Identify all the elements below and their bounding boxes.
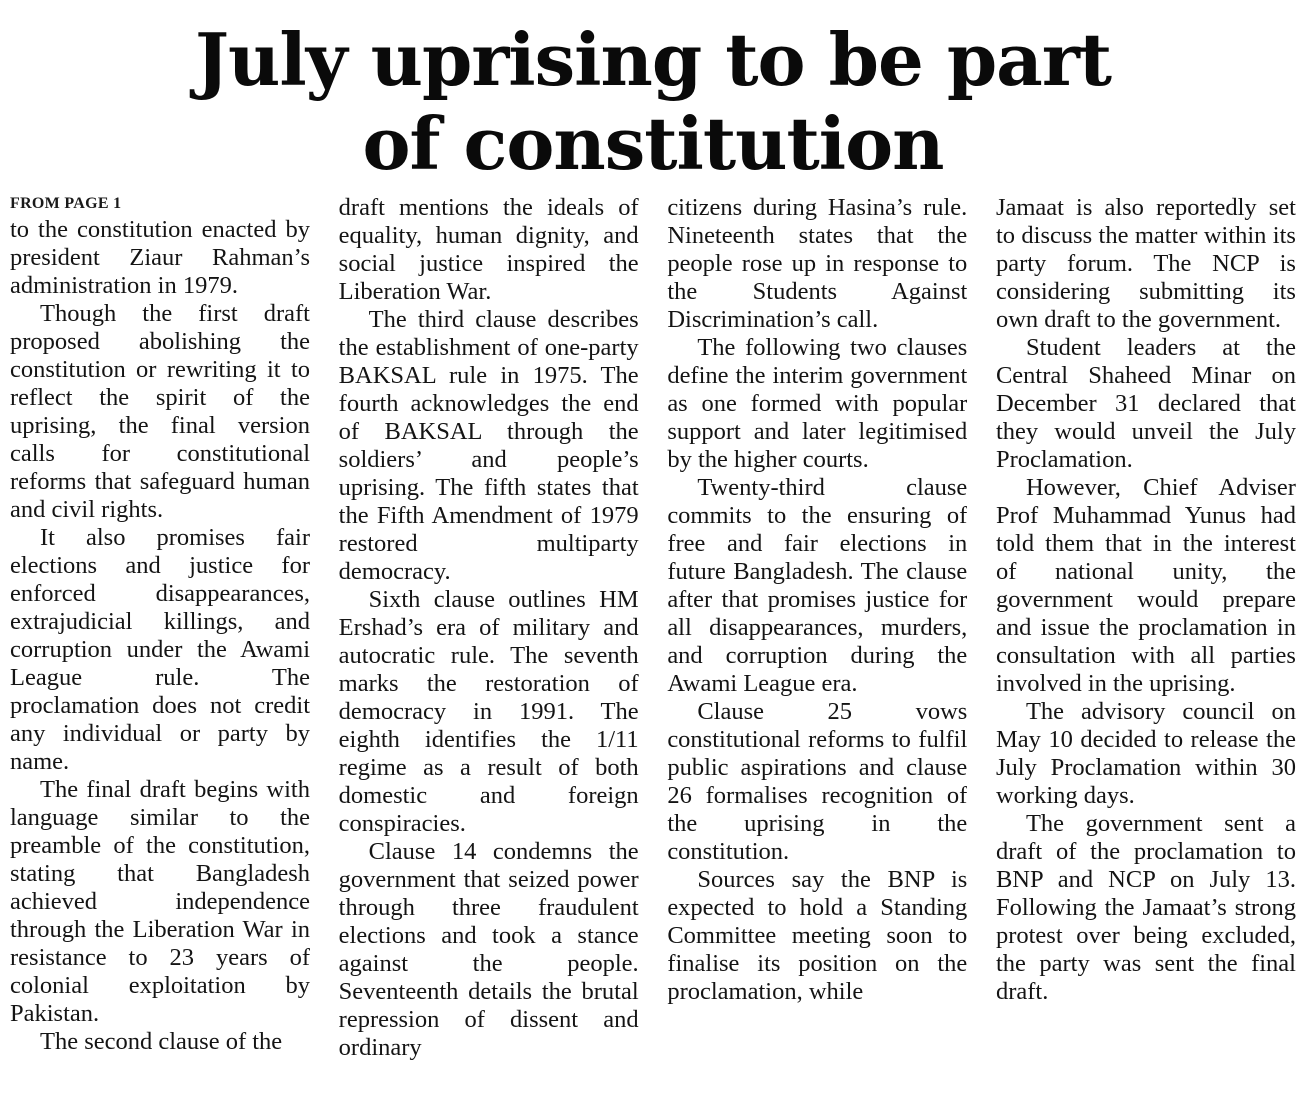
column-1 <box>10 194 310 1100</box>
paragraph: The second clause of the <box>40 1028 283 1055</box>
paragraph: However, Chief Adviser Prof Muhammad Yunus had told them that in the interest of national unity, the government would prepare and issue the proclamation in consultation with all parties involved in the uprising. <box>995 474 1296 697</box>
paragraph: The government sent a draft of the proclamation to BNP and NCP on July 13. Following the Jamaat’s strong protest over being excluded, the party was sent the final draft. <box>995 810 1296 1005</box>
headline-line-1: July uprising to be part <box>194 17 1112 102</box>
column-4 <box>996 194 1296 1100</box>
paragraph: Though the first draft proposed abolishing the constitution or rewriting it to reflect the spirit of the uprising, the final version calls for constitutional reforms that safeguard human and civil rights. <box>10 300 310 523</box>
paragraph: The following two clauses define the interim government as one formed with popular support and later legitimised by the higher courts. <box>667 334 968 473</box>
column-2 <box>339 194 639 1100</box>
paragraph: Student leaders at the Central Shaheed Minar on December 31 declared that they would unveil the July Proclamation. <box>995 334 1296 473</box>
paragraph: to the constitution enacted by president Ziaur Rahman’s administration in 1979. <box>10 216 310 299</box>
paragraph: It also promises fair elections and justice for enforced disappearances, extrajudicial killings, and corruption under the Awami League rule. The proclamation does not credit any individual or party by name. <box>10 524 310 775</box>
article-body <box>10 194 1296 1100</box>
paragraph: Sixth clause outlines HM Ershad’s era of military and autocratic rule. The seventh marks the restoration of democracy in 1991. The eighth identifies the 1/11 regime as a result of both domestic and foreign conspiracies. <box>338 586 639 837</box>
column-3 <box>667 194 967 1100</box>
paragraph: draft mentions the ideals of equality, human dignity, and social justice inspired the Liberation War. <box>338 194 639 305</box>
paragraph: Sources say the BNP is expected to hold a Standing Committee meeting soon to finalise its position on the proclamation, while <box>667 866 968 1005</box>
paragraph: The third clause describes the establishment of one-party BAKSAL rule in 1975. The fourth acknowledges the end of BAKSAL through the soldiers’ and people’s uprising. The fifth states that the Fifth Amendment of 1979 restored multiparty democracy. <box>338 306 639 585</box>
from-page-kicker: FROM PAGE 1 <box>10 195 122 212</box>
paragraph: Clause 25 vows constitutional reforms to fulfil public aspirations and clause 26 formalises recognition of the uprising in the constitution. <box>667 698 968 865</box>
headline <box>0 18 1306 186</box>
paragraph: Clause 14 condemns the government that seized power through three fraudulent elections and took a stance against the people. Seventeenth details the brutal repression of dissent and ordinary <box>338 838 639 1061</box>
headline-line-2: of constitution <box>362 101 944 186</box>
paragraph: citizens during Hasina’s rule. Nineteenth states that the people rose up in response to the Students Against Discrimination’s call. <box>667 194 968 333</box>
paragraph: Jamaat is also reportedly set to discuss the matter within its party forum. The NCP is considering submitting its own draft to the government. <box>995 194 1296 333</box>
paragraph: The advisory council on May 10 decided to release the July Proclamation within 30 working days. <box>995 698 1296 809</box>
paragraph: The final draft begins with language similar to the preamble of the constitution, stating that Bangladesh achieved independence through the Liberation War in resistance to 23 years of colonial exploitation by Pakistan. <box>10 776 310 1027</box>
paragraph: Twenty-third clause commits to the ensuring of free and fair elections in future Bangladesh. The clause after that promises justice for all disappearances, murders, and corruption during the Awami League era. <box>667 474 968 697</box>
